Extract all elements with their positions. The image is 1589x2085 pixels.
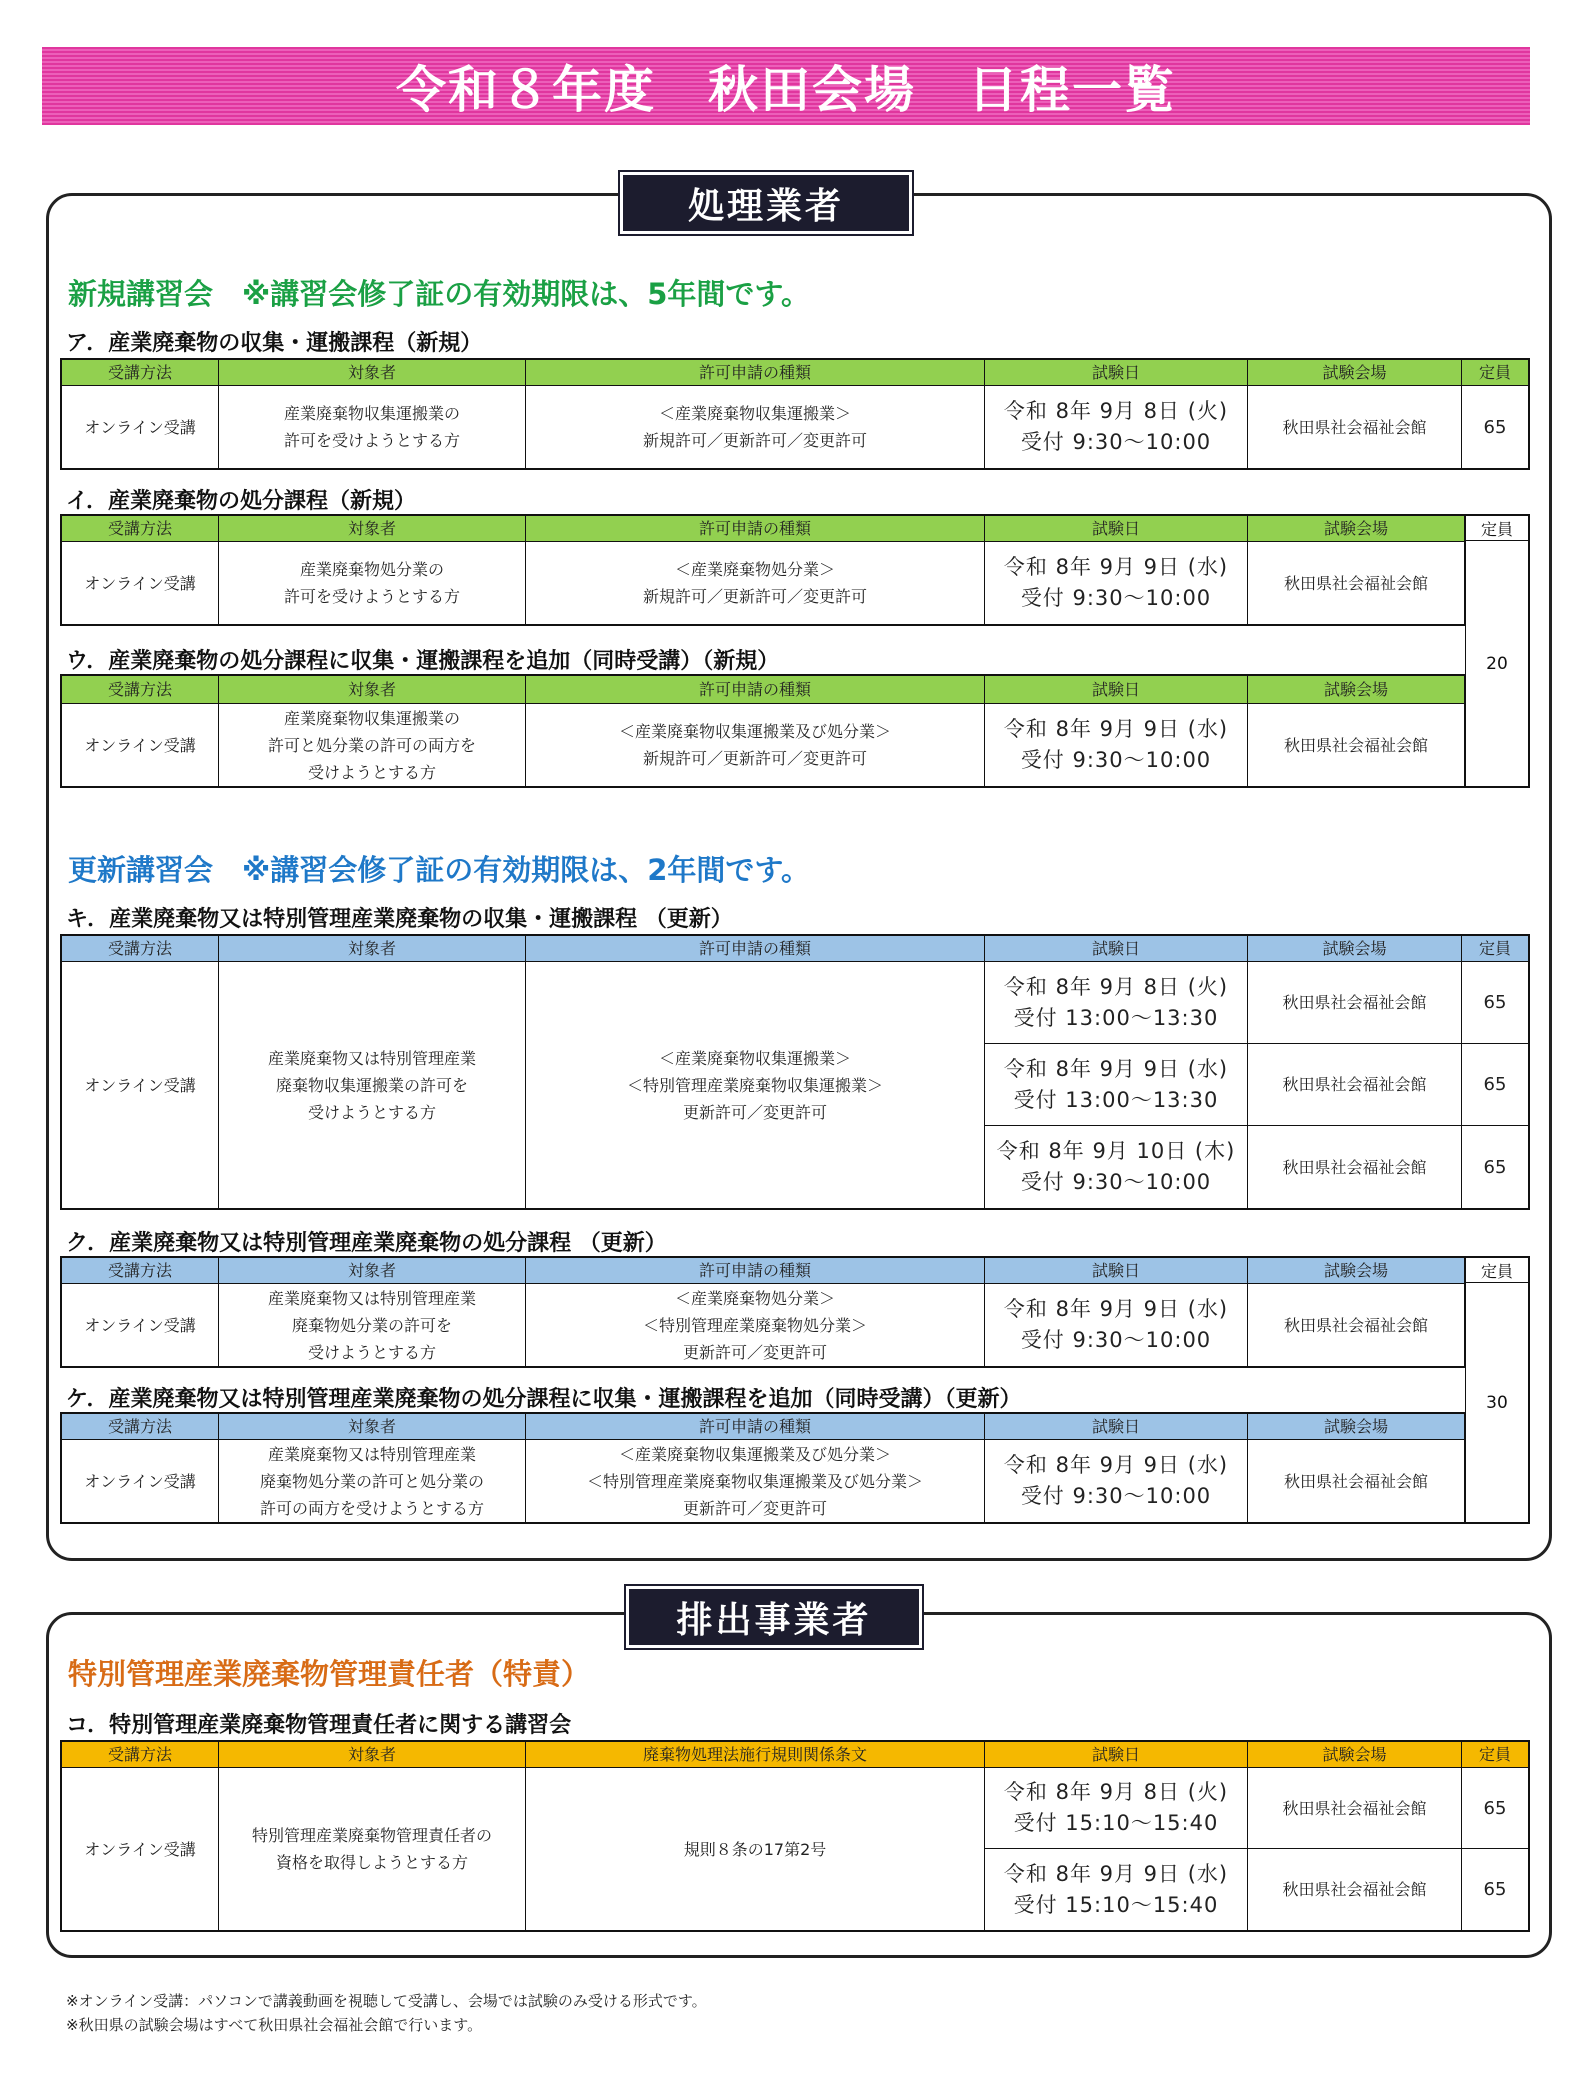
cell-cap-3: 65: [1483, 1156, 1507, 1178]
cell-method: オンライン受講: [62, 1284, 219, 1366]
cell-venue: 秋田県社会福祉会館: [1283, 573, 1428, 593]
cell-date: 令和 8年 9月 9日 (水) 受付 9:30～10:00: [985, 542, 1248, 624]
cell-cap: 65: [1483, 416, 1507, 438]
table-ku: [60, 1256, 1466, 1368]
cell-date-2: 令和 8年 9月 9日 (水) 受付 15:10～15:40: [985, 1849, 1248, 1930]
cell-permit: ＜産業廃棄物収集運搬業＞ 新規許可／更新許可／変更許可: [526, 386, 985, 468]
cell-cap-2: 65: [1483, 1879, 1507, 1900]
table-a: [60, 358, 1530, 470]
table-i: [60, 514, 1466, 626]
cell-date-1: 令和 8年 9月 8日 (火) 受付 13:00～13:30: [985, 962, 1248, 1044]
th-permit: 許可申請の種類: [526, 516, 985, 542]
cell-date-3: 令和 8年 9月 10日 (木) 受付 9:30～10:00: [985, 1126, 1248, 1208]
th-method: 受講方法: [62, 1742, 219, 1768]
cell-permit: ＜産業廃棄物処分業＞ 新規許可／更新許可／変更許可: [526, 542, 985, 624]
cap-header-kuke-label: 定員: [1480, 1261, 1513, 1281]
course-title-i: イ．産業廃棄物の処分課程（新規）: [66, 489, 417, 514]
cell-method: オンライン受講: [62, 386, 219, 468]
cell-method: オンライン受講: [62, 704, 219, 786]
table-ki: [60, 934, 1530, 1210]
th-target: 対象者: [219, 676, 526, 704]
cell-permit: ＜産業廃棄物収集運搬業及び処分業＞ ＜特別管理産業廃棄物収集運搬業及び処分業＞ 更新許可／変更許可: [526, 1440, 985, 1522]
cell-method: オンライン受講: [62, 1440, 219, 1522]
cell-target: 産業廃棄物又は特別管理産業 廃棄物処分業の許可と処分業の 許可の両方を受けようとする方: [219, 1440, 526, 1522]
th-permit: 許可申請の種類: [526, 676, 985, 704]
course-title-u: ウ．産業廃棄物の処分課程に収集・運搬課程を追加（同時受講）（新規）: [66, 649, 780, 674]
th-date: 試験日: [985, 360, 1248, 386]
cell-permit: ＜産業廃棄物収集運搬業及び処分業＞ 新規許可／更新許可／変更許可: [526, 704, 985, 786]
th-method: 受講方法: [62, 1258, 219, 1284]
th-cap: 定員: [1462, 936, 1528, 962]
th-permit: 許可申請の種類: [526, 360, 985, 386]
title-banner: [42, 47, 1530, 125]
th-cap: 定員: [1462, 1742, 1528, 1768]
cell-target: 産業廃棄物処分業の 許可を受けようとする方: [219, 542, 526, 624]
th-target: 対象者: [219, 1258, 526, 1284]
panel-label-haishutsu: 排出事業者: [626, 1586, 922, 1648]
course-title-ku: ク．産業廃棄物又は特別管理産業廃棄物の処分課程 （更新）: [66, 1231, 667, 1256]
table-u: [60, 674, 1466, 788]
footnote-online: ※オンライン受講：パソコンで講義動画を視聴して受講し、会場では試験のみ受ける形式です。: [66, 1992, 707, 2010]
cell-venue-1: 秋田県社会福祉会館: [1248, 962, 1462, 1044]
page-title: 令和８年度 秋田会場 日程一覧: [396, 61, 1176, 119]
th-date: 試験日: [985, 1414, 1248, 1440]
cell-venue: 秋田県社会福祉会館: [1283, 735, 1428, 755]
th-venue: 試験会場: [1248, 1742, 1462, 1768]
cap-header-iu: [1465, 514, 1530, 542]
th-date: 試験日: [985, 1258, 1248, 1284]
th-date: 試験日: [985, 676, 1248, 704]
cell-target: 産業廃棄物又は特別管理産業 廃棄物収集運搬業の許可を 受けようとする方: [219, 962, 526, 1208]
cap-header-iu-label: 定員: [1480, 519, 1513, 539]
cell-cap-1: 65: [1462, 962, 1528, 1044]
cap-value-kuke: 30: [1486, 1392, 1508, 1413]
th-venue: 試験会場: [1248, 936, 1462, 962]
th-target: 対象者: [219, 516, 526, 542]
th-target: 対象者: [219, 936, 526, 962]
cell-venue: 秋田県社会福祉会館: [1248, 386, 1462, 468]
cell-permit: ＜産業廃棄物処分業＞ ＜特別管理産業廃棄物処分業＞ 更新許可／変更許可: [526, 1284, 985, 1366]
cell-date-2: 令和 8年 9月 9日 (水) 受付 13:00～13:30: [985, 1044, 1248, 1126]
cap-cell-iu: [1465, 540, 1530, 788]
section-title-koushin: 更新講習会 ※講習会修了証の有効期限は、2年間です。: [68, 853, 811, 887]
cell-venue: 秋田県社会福祉会館: [1283, 1471, 1428, 1491]
course-title-ki: キ．産業廃棄物又は特別管理産業廃棄物の収集・運搬課程 （更新）: [66, 907, 733, 932]
course-title-ke: ケ．産業廃棄物又は特別管理産業廃棄物の処分課程に収集・運搬課程を追加（同時受講）（更新）: [66, 1387, 1022, 1412]
th-venue: 試験会場: [1248, 1414, 1464, 1440]
panel-label-shori: 処理業者: [620, 172, 912, 234]
th-method: 受講方法: [62, 360, 219, 386]
th-method: 受講方法: [62, 676, 219, 704]
section-title-shinki: 新規講習会 ※講習会修了証の有効期限は、5年間です。: [68, 277, 811, 311]
cell-law: 規則８条の17第2号: [526, 1768, 985, 1930]
cap-value-iu: 20: [1486, 653, 1508, 674]
th-permit: 許可申請の種類: [526, 1414, 985, 1440]
th-venue: 試験会場: [1248, 676, 1464, 704]
cell-target: 産業廃棄物収集運搬業の 許可を受けようとする方: [219, 386, 526, 468]
cell-venue: 秋田県社会福祉会館: [1283, 1315, 1428, 1335]
th-venue: 試験会場: [1248, 1258, 1464, 1284]
table-ko: [60, 1740, 1530, 1932]
th-permit: 許可申請の種類: [526, 1258, 985, 1284]
th-method: 受講方法: [62, 1414, 219, 1440]
course-title-ko: コ．特別管理産業廃棄物管理責任者に関する講習会: [66, 1713, 572, 1738]
cap-header-kuke: [1465, 1256, 1530, 1284]
th-law: 廃棄物処理法施行規則関係条文: [526, 1742, 985, 1768]
th-date: 試験日: [985, 1742, 1248, 1768]
th-venue: 試験会場: [1248, 516, 1464, 542]
th-method: 受講方法: [62, 516, 219, 542]
cell-venue-2: 秋田県社会福祉会館: [1248, 1849, 1462, 1930]
cell-date-1: 令和 8年 9月 8日 (火) 受付 15:10～15:40: [985, 1768, 1248, 1849]
cell-method: オンライン受講: [62, 962, 219, 1208]
cell-venue-3: 秋田県社会福祉会館: [1248, 1126, 1462, 1208]
section-title-tokusekisho: 特別管理産業廃棄物管理責任者（特責）: [68, 1657, 591, 1691]
cell-venue-1: 秋田県社会福祉会館: [1248, 1768, 1462, 1849]
cell-target: 産業廃棄物収集運搬業の 許可と処分業の許可の両方を 受けようとする方: [219, 704, 526, 786]
footnote-venue: ※秋田県の試験会場はすべて秋田県社会福祉会館で行います。: [66, 2016, 483, 2034]
cell-date: 令和 8年 9月 8日 (火) 受付 9:30～10:00: [985, 386, 1248, 468]
th-target: 対象者: [219, 360, 526, 386]
cell-venue-2: 秋田県社会福祉会館: [1248, 1044, 1462, 1126]
th-target: 対象者: [219, 1742, 526, 1768]
cell-target: 特別管理産業廃棄物管理責任者の 資格を取得しようとする方: [219, 1768, 526, 1930]
cell-method: オンライン受講: [62, 542, 219, 624]
cell-cap-1: 65: [1462, 1768, 1528, 1849]
cell-method: オンライン受講: [62, 1768, 219, 1930]
th-date: 試験日: [985, 516, 1248, 542]
th-cap: 定員: [1462, 360, 1528, 386]
th-date: 試験日: [985, 936, 1248, 962]
cell-target: 産業廃棄物又は特別管理産業 廃棄物処分業の許可を 受けようとする方: [219, 1284, 526, 1366]
th-target: 対象者: [219, 1414, 526, 1440]
cell-date: 令和 8年 9月 9日 (水) 受付 9:30～10:00: [985, 1284, 1248, 1366]
cell-permit: ＜産業廃棄物収集運搬業＞ ＜特別管理産業廃棄物収集運搬業＞ 更新許可／変更許可: [526, 962, 985, 1208]
cell-cap-2: 65: [1462, 1044, 1528, 1126]
cell-date: 令和 8年 9月 9日 (水) 受付 9:30～10:00: [985, 1440, 1248, 1522]
th-venue: 試験会場: [1248, 360, 1462, 386]
th-permit: 許可申請の種類: [526, 936, 985, 962]
course-title-a: ア．産業廃棄物の収集・運搬課程（新規）: [66, 331, 483, 356]
cap-cell-kuke: [1465, 1282, 1530, 1524]
cell-date: 令和 8年 9月 9日 (水) 受付 9:30～10:00: [985, 704, 1248, 786]
th-method: 受講方法: [62, 936, 219, 962]
table-ke: [60, 1412, 1466, 1524]
